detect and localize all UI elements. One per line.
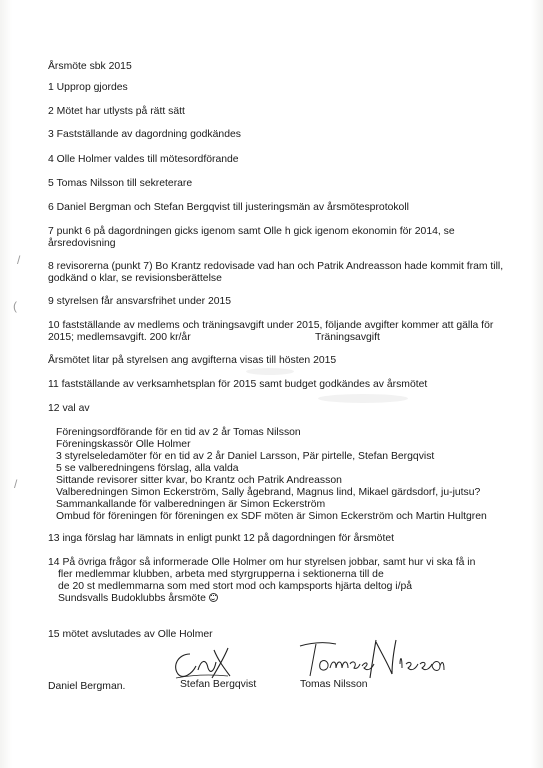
margin-mark: (: [13, 299, 17, 313]
agenda-item-7-line-2: årsredovisning: [48, 238, 116, 249]
agenda-item-5: 5 Tomas Nilsson till sekreterare: [48, 178, 193, 189]
election-line: Sammankallande för valberedningen är Simon Eckerström: [56, 499, 326, 510]
agenda-item-8-line-2: godkänd o klar, se revisionsberättelse: [48, 273, 222, 284]
election-line: Föreningsordförande för en tid av 2 år Tomas Nilsson: [56, 427, 301, 438]
agenda-item-10-line-1: 10 fastställande av medlems och träningsavgift under 2015, följande avgifter kommer att gälla för: [48, 320, 494, 331]
agenda-item-14-line-2: fler medlemmar klubben, arbeta med styrgrupperna i sektionerna till de: [58, 569, 384, 580]
scan-smudge: [318, 394, 408, 403]
margin-mark: /: [17, 253, 21, 267]
smiley-icon: [209, 593, 218, 602]
election-line: Föreningskassör Olle Holmer: [56, 439, 191, 450]
agenda-item-14-line-3: de 20 st medlemmarna som med stort mod och kampsports hjärta deltog i/på: [58, 581, 413, 592]
agenda-item-1: 1 Upprop gjordes: [48, 82, 128, 93]
agenda-item-14-line-4-wrap: [58, 593, 218, 606]
agenda-item-3: 3 Fastställande av dagordning godkändes: [48, 129, 241, 140]
signature-name-tomas-nilsson: Tomas Nilsson: [300, 679, 368, 690]
agenda-item-11: 11 fastställande av verksamhetsplan för 2015 samt budget godkändes av årsmötet: [48, 379, 428, 390]
election-line: 5 se valberedningens förslag, alla valda: [56, 463, 239, 474]
agenda-item-12-heading: 12 val av: [48, 403, 90, 414]
document-title: Årsmöte sbk 2015: [48, 61, 132, 72]
agenda-item-6: 6 Daniel Bergman och Stefan Bergqvist till justeringsmän av årsmötesprotokoll: [48, 202, 409, 213]
agenda-item-13: 13 inga förslag har lämnats in enligt punkt 12 på dagordningen för årsmötet: [48, 533, 394, 544]
agenda-item-7-line-1: 7 punkt 6 på dagordningen gicks igenom samt Olle h gick igenom ekonomin för 2014, se: [48, 226, 455, 237]
agenda-item-10-line-2a: 2015; medlemsavgift. 200 kr/år: [48, 332, 191, 343]
election-line: Valberedningen Simon Eckerström, Sally ågebrand, Magnus lind, Mikael gärdsdorf, ju-jutsu?: [56, 487, 481, 498]
agenda-item-10-line-2b: Träningsavgift: [315, 332, 380, 343]
election-line: Ombud för föreningen för föreningen ex SDF möten är Simon Eckerström och Martin Hultgren: [56, 511, 487, 522]
scan-smudge: [246, 368, 294, 375]
agenda-item-8-line-1: 8 revisorerna (punkt 7) Bo Krantz redovisade vad han och Patrik Andreasson hade kommit fram till,: [48, 261, 504, 272]
agenda-item-14-line-1: 14 På övriga frågor så informerade Olle Holmer om hur styrelsen jobbar, samt hur vi ska få in: [48, 557, 476, 568]
signature-name-daniel-bergman: Daniel Bergman.: [48, 681, 126, 692]
signature-tomas-nilsson: [296, 634, 446, 682]
agenda-item-14-line-4: Sundsvalls Budoklubbs årsmöte: [58, 593, 206, 604]
fees-note: Årsmötet litar på styrelsen ang avgifterna visas till hösten 2015: [48, 355, 337, 366]
agenda-item-2: 2 Mötet har utlysts på rätt sätt: [48, 106, 185, 117]
agenda-item-4: 4 Olle Holmer valdes till mötesordförande: [48, 154, 239, 165]
agenda-item-15: 15 mötet avslutades av Olle Holmer: [48, 629, 213, 640]
margin-mark: /: [14, 477, 18, 491]
agenda-item-9: 9 styrelsen får ansvarsfrihet under 2015: [48, 296, 232, 307]
signature-name-stefan-bergqvist: Stefan Bergqvist: [180, 679, 257, 690]
election-line: 3 styrelseledamöter för en tid av 2 år Daniel Larsson, Pär pirtelle, Stefan Bergqvist: [56, 451, 435, 462]
signature-stefan-bergqvist: [168, 640, 238, 682]
election-line: Sittande revisorer sitter kvar, bo Krantz och Patrik Andreasson: [56, 475, 342, 486]
